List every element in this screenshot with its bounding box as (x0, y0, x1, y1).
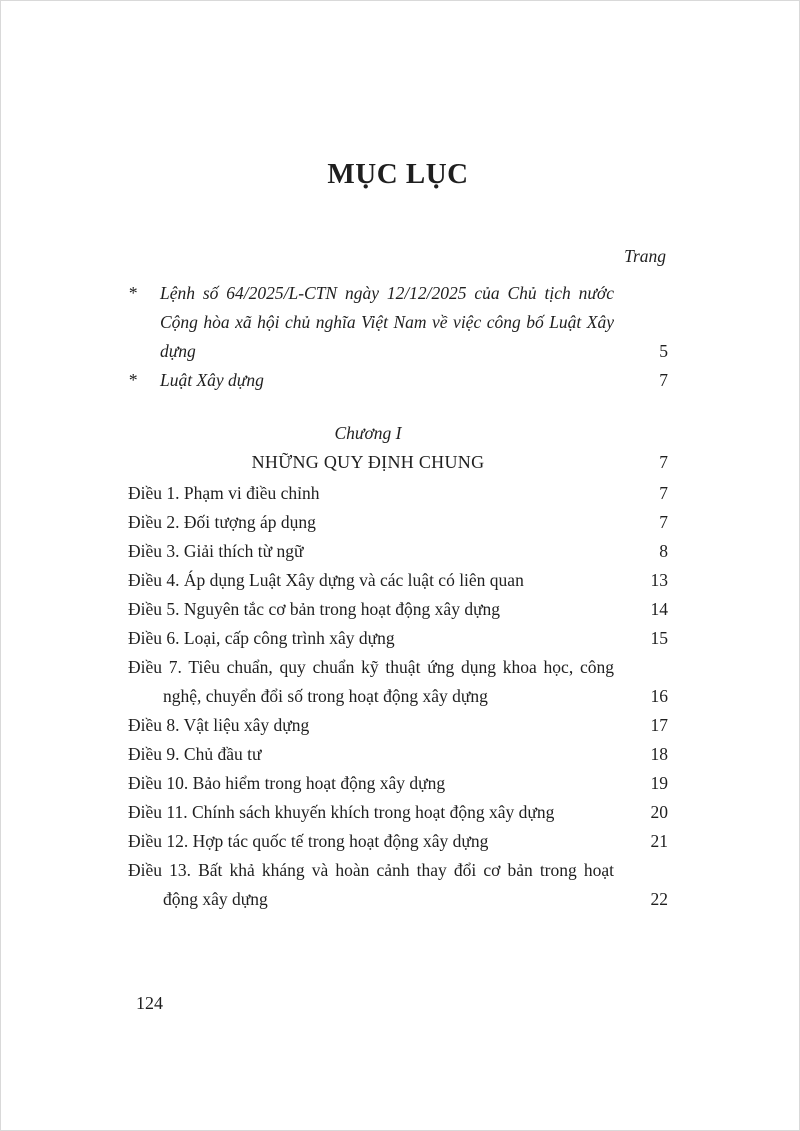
chapter-page: 7 (659, 452, 668, 472)
toc-entry-text: Điều 10. Bảo hiểm trong hoạt động xây dựng (128, 773, 446, 793)
toc-entry-page: 16 (650, 686, 668, 706)
toc-entry (128, 537, 668, 566)
footer-page-number: 124 (136, 993, 163, 1013)
chapter-title-row (128, 448, 668, 477)
toc-entry (128, 740, 668, 769)
toc-entry (128, 769, 668, 798)
chapter-title: NHỮNG QUY ĐỊNH CHUNG (251, 452, 485, 472)
toc-entry (128, 595, 668, 624)
toc-entry-text: Điều 8. Vật liệu xây dựng (128, 715, 310, 735)
toc-entry-text: Điều 5. Nguyên tắc cơ bản trong hoạt động xây dựng (128, 599, 501, 619)
front-matter-item (128, 279, 668, 366)
toc-entry-page: 14 (650, 599, 668, 619)
front-matter-item-title: Luật Xây dựng (160, 370, 264, 390)
toc-entry-page: 19 (650, 773, 668, 793)
chapter-heading (128, 419, 668, 477)
front-matter-item (128, 366, 668, 395)
toc-entry-page: 7 (659, 512, 668, 532)
toc-entry-page: 7 (659, 483, 668, 503)
front-matter-list (128, 279, 668, 395)
toc-entry-text: Điều 6. Loại, cấp công trình xây dựng (128, 628, 395, 648)
front-matter-item-page: 5 (659, 341, 668, 361)
toc-entry-page: 15 (650, 628, 668, 648)
toc-entry-text: Điều 12. Hợp tác quốc tế trong hoạt động xây dựng (128, 831, 489, 851)
toc-entry (128, 624, 668, 653)
toc-entry (128, 827, 668, 856)
toc-entry-page: 22 (650, 889, 668, 909)
toc-content (128, 157, 668, 914)
toc-entry-text: Điều 13. Bất khả kháng và hoàn cảnh thay đổi cơ bản trong hoạt động xây dựng (128, 860, 614, 909)
toc-entry-page: 21 (650, 831, 668, 851)
toc-entry-list (128, 479, 668, 914)
toc-entry (128, 653, 668, 711)
toc-entry (128, 798, 668, 827)
toc-entry-text: Điều 7. Tiêu chuẩn, quy chuẩn kỹ thuật ứng dụng khoa học, công nghệ, chuyển đổi số trong hoạt động xây dựng (128, 657, 614, 706)
toc-entry-text: Điều 1. Phạm vi điều chỉnh (128, 483, 320, 503)
toc-entry-text: Điều 9. Chủ đầu tư (128, 744, 262, 764)
page-number-column-header: Trang (624, 246, 666, 266)
asterisk-marker: * (128, 370, 137, 390)
toc-entry-text: Điều 4. Áp dụng Luật Xây dựng và các luật có liên quan (128, 570, 524, 590)
toc-entry (128, 508, 668, 537)
toc-entry-page: 13 (650, 570, 668, 590)
toc-entry-page: 8 (659, 541, 668, 561)
page-title: MỤC LỤC (327, 158, 469, 190)
toc-entry (128, 566, 668, 595)
front-matter-item-page: 7 (659, 370, 668, 390)
asterisk-marker: * (128, 283, 137, 303)
front-matter-item-title: Lệnh số 64/2025/L-CTN ngày 12/12/2025 của Chủ tịch nước Cộng hòa xã hội chủ nghĩa Việt Nam về việc công bố Luật Xây dựng (160, 283, 614, 361)
toc-entry-page: 17 (650, 715, 668, 735)
chapter-label: Chương I (334, 423, 402, 443)
toc-entry-text: Điều 11. Chính sách khuyến khích trong hoạt động xây dựng (128, 802, 555, 822)
toc-entry (128, 856, 668, 914)
toc-entry-text: Điều 3. Giải thích từ ngữ (128, 541, 304, 561)
toc-entry-page: 18 (650, 744, 668, 764)
toc-entry (128, 711, 668, 740)
toc-entry-text: Điều 2. Đối tượng áp dụng (128, 512, 316, 532)
toc-entry (128, 479, 668, 508)
toc-entry-page: 20 (650, 802, 668, 822)
